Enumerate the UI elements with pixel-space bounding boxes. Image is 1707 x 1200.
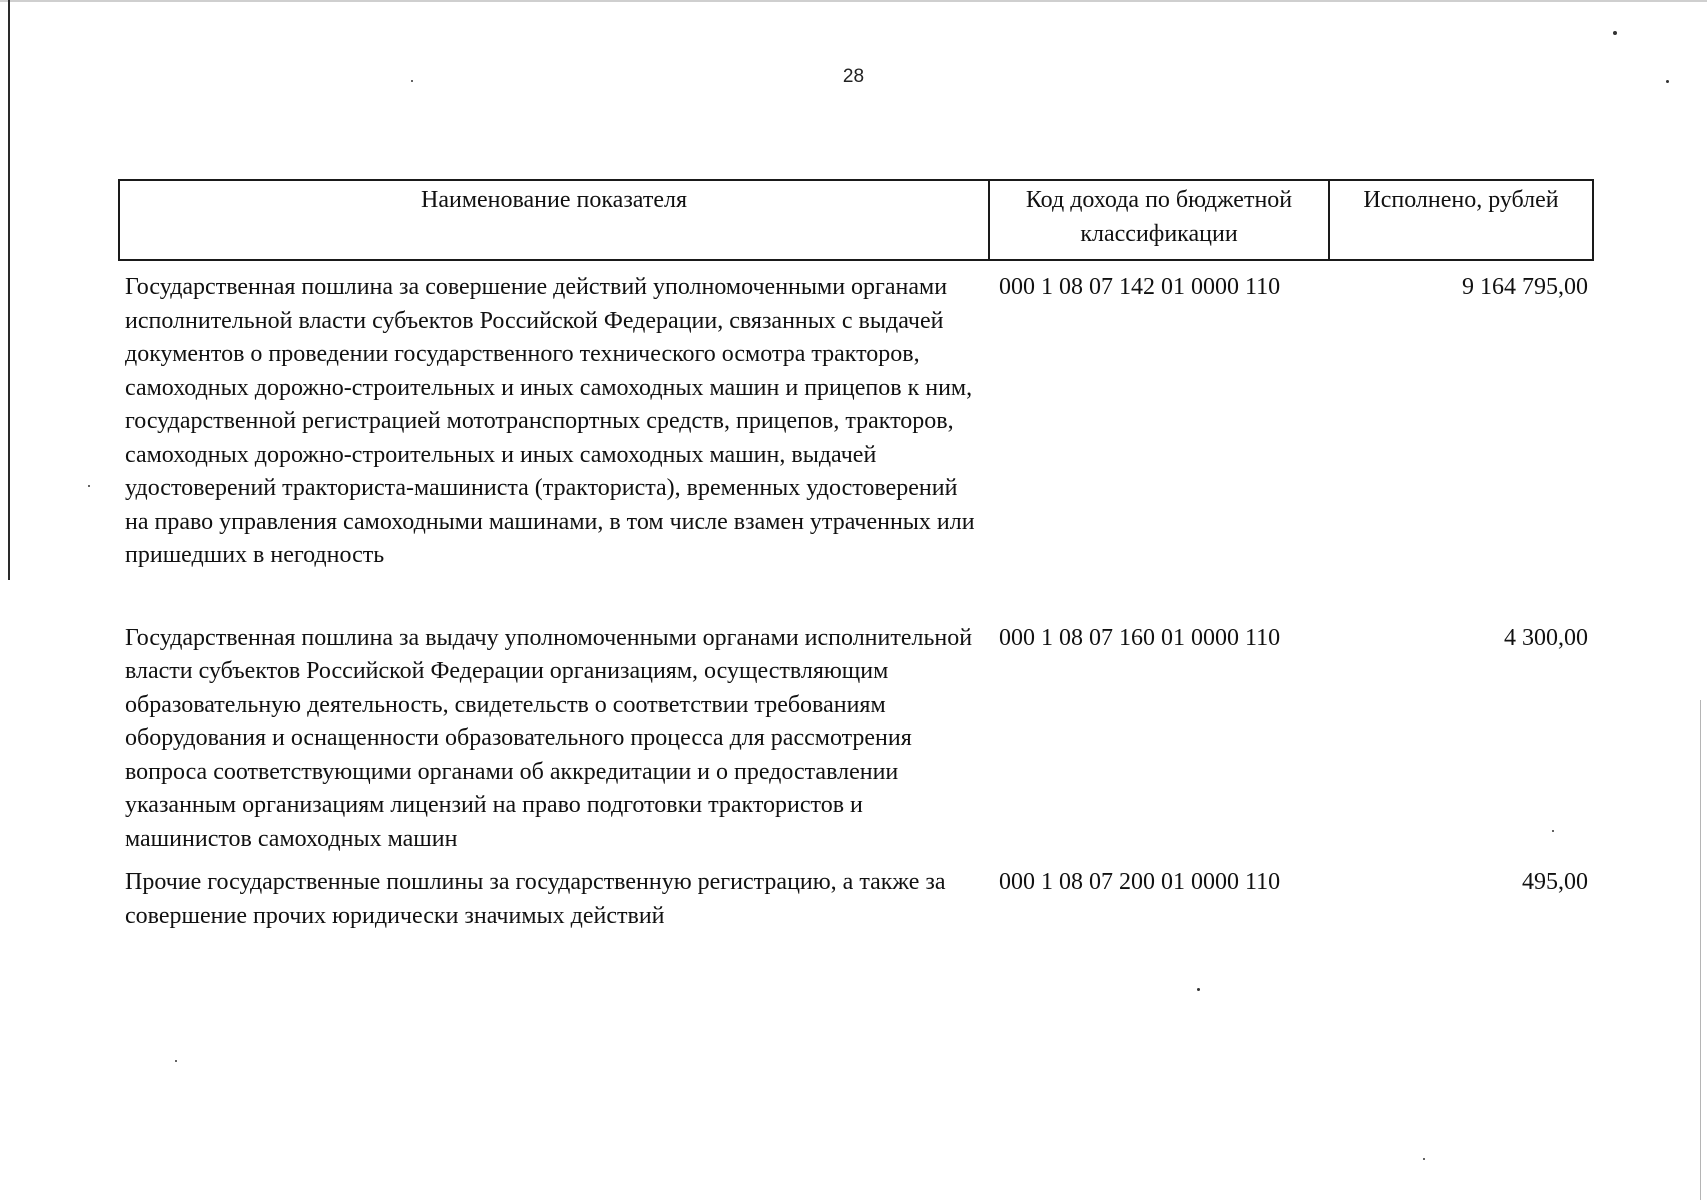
header-indicator-name: Наименование показателя [119,180,989,260]
row-income-code: 000 1 08 07 200 01 0000 110 [999,869,1281,895]
row-indicator-name: Государственная пошлина за совершение действий уполномоченными органами исполнительной власти субъектов Российской Федерации, связанных с выдачей документов о проведении государственного технического осмотра тракторов, самоходных дорожно-строительных и иных самоходных машин и прицепов к ним, государственной регистрацией мототранспортных средств, прицепов, тракторов, самоходных дорожно-строительных и иных самоходных машин, выдачей удостоверений тракториста-машиниста (тракториста), временных удостоверений на право управления самоходными машинами, в том числе взамен утраченных или пришедших в негодность [125,274,975,568]
scan-speck [411,80,413,82]
revenue-table [118,179,1594,933]
scan-speck [1197,988,1200,991]
row-income-code: 000 1 08 07 160 01 0000 110 [999,624,1281,651]
scan-edge-top [0,0,1707,2]
table-row [119,622,1593,863]
scan-speck [1666,80,1669,83]
row-executed-amount: 9 164 795,00 [1462,274,1588,300]
scan-speck [1613,31,1617,35]
page-number: 28 [842,66,865,87]
scan-speck [1423,1158,1425,1160]
row-executed-amount: 495,00 [1522,869,1588,895]
scan-speck [175,1060,177,1062]
scan-speck [1552,830,1554,832]
table-row [119,260,1593,622]
scan-edge-right [1700,700,1701,1200]
table-row [119,862,1593,933]
row-indicator-name: Государственная пошлина за выдачу уполномоченными органами исполнительной власти субъектов Российской Федерации организациям, осуществляющим образовательную деятельность, свидетельств о соответствии требованиям оборудования и оснащенности образовательного процесса для рассмотрения вопроса соответствующими органами об аккредитации и о предоставлении указанным организациям лицензий на право подготовки трактористов и машинистов самоходных машин [125,624,973,852]
row-income-code: 000 1 08 07 142 01 0000 110 [999,274,1281,300]
header-income-code: Код дохода по бюджетной классификации [989,180,1329,260]
header-executed-amount: Исполнено, рублей [1329,180,1593,260]
row-executed-amount: 4 300,00 [1504,624,1588,651]
scan-speck [88,485,90,487]
row-indicator-name: Прочие государственные пошлины за государственную регистрацию, а также за совершение прочих юридически значимых действий [125,869,946,929]
table-header-row [119,180,1593,260]
